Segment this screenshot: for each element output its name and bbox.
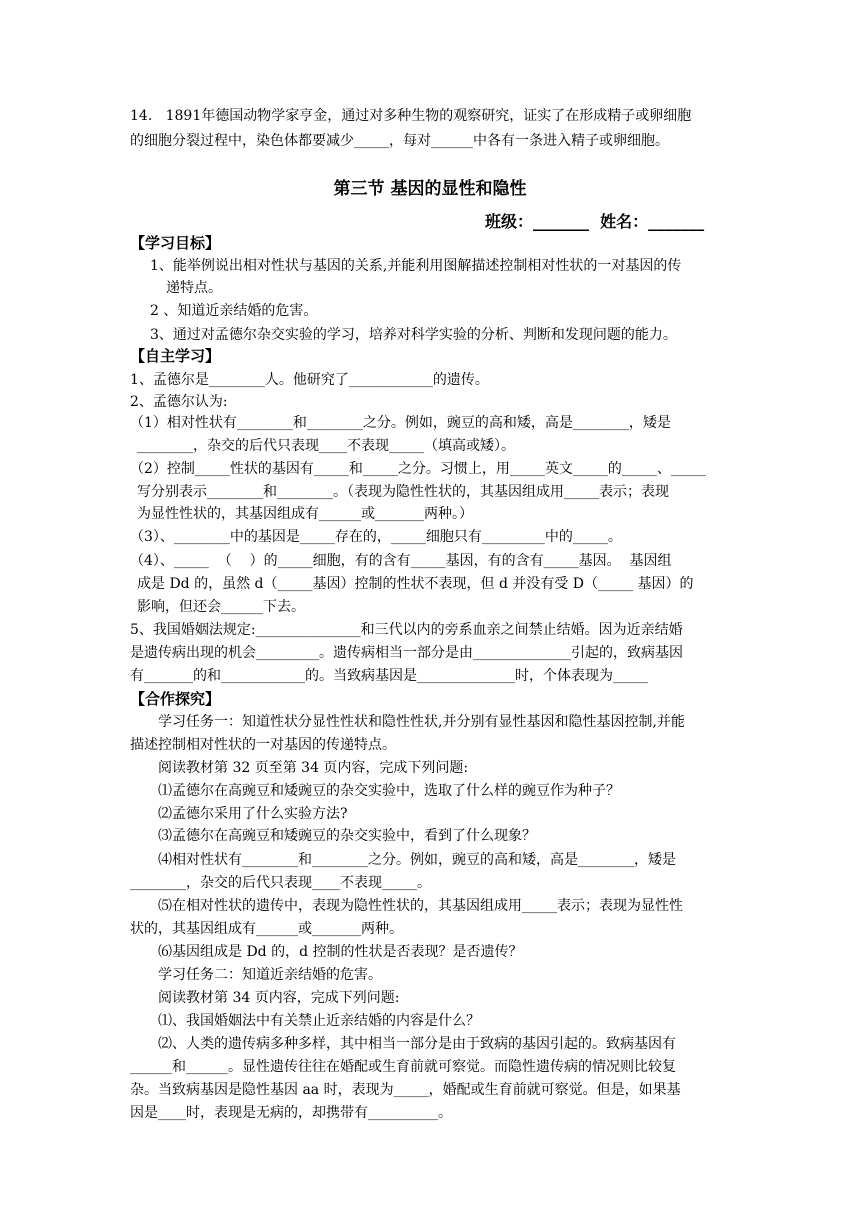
coop-question: ⑴孟德尔在高豌豆和矮豌豆的杂交实验中，选取了什么样的豌豆作为种子？ xyxy=(158,783,620,799)
self-study-line: 影响，但还会______下去。 xyxy=(137,599,305,615)
coop-task1-a: 学习任务一：知道性状分显性性状和隐性性状,并分别有显性基因和隐性基因控制,并能 xyxy=(158,714,685,730)
coop-heading: 【合作探究】 xyxy=(130,690,221,708)
coop-task2: 学习任务二：知道近亲结婚的危害。 xyxy=(158,967,382,983)
self-study-heading: 【自主学习】 xyxy=(130,347,221,365)
coop-question: ________，杂交的后代只表现____不表现_____。 xyxy=(130,875,431,891)
self-study-line: 2、孟德尔认为: xyxy=(130,394,228,410)
coop-question: ______和______。显性遗传往往在婚配或生育前就可察觉。而隐性遗传病的情况则比较复 xyxy=(130,1059,676,1075)
coop-question: ⑷相对性状有________和________之分。例如，豌豆的高和矮，高是________，矮是 xyxy=(158,852,676,868)
coop-task1-b: 描述控制相对性状的一对基因的传递特点。 xyxy=(130,737,396,753)
self-study-line: 1、孟德尔是________人。他研究了____________的遗传。 xyxy=(130,372,489,388)
coop-question: 状的，其基因组成有______或_______两种。 xyxy=(130,921,403,937)
self-study-line: （2）控制_____性状的基因有_____和_____之分。习惯上，用_____英文_____的_____、_____ xyxy=(130,461,706,477)
goals-heading: 【学习目标】 xyxy=(130,234,221,252)
section-title: 第三节 基因的显性和隐性 xyxy=(333,179,527,199)
self-study-line: 写分别表示________和________。（表现为隐性性状的，其基因组成用_____表示；表现 xyxy=(137,484,669,500)
coop-question: ⑵、人类的遗传病多种多样，其中相当一部分是由于致病的基因引起的。致病基因有 xyxy=(158,1036,676,1052)
coop-question: ⑴、我国婚姻法中有关禁止近亲结婚的内容是什么？ xyxy=(158,1013,480,1029)
goal-1a: 1、能举例说出相对性状与基因的关系,并能利用图解描述控制相对性状的一对基因的传 xyxy=(150,258,682,274)
coop-question: ⑸在相对性状的遗传中，表现为隐性性状的，其基因组成用_____表示；表现为显性性 xyxy=(158,898,683,914)
self-study-line: 为显性性状的，其基因组成有______或_______两种。） xyxy=(137,506,473,522)
coop-question: ⑹基因组成是 Dd 的，d 控制的性状是否表现？是否遗传？ xyxy=(158,944,523,960)
goal-2: 2 、知道近亲结婚的危害。 xyxy=(150,303,318,319)
self-study-line: 成是 Dd 的，虽然 d（_____基因）控制的性状不表现，但 d 并没有受 D（_____ 基因）的 xyxy=(137,576,694,592)
q14-line-2: 的细胞分裂过程中，染色体都要减少_____，每对______中各有一条进入精子或卵细胞。 xyxy=(130,133,669,149)
self-study-line: （4）、_____ （ ）的_____细胞，有的含有_____基因，有的含有_____基因。 基因组 xyxy=(130,553,672,569)
coop-question: 因是____时，表现是无病的，却携带有__________。 xyxy=(130,1105,452,1121)
self-study-line: 有_______的和____________的。当致病基因是______________时，个体表现为_____ xyxy=(130,668,648,684)
coop-read-1: 阅读教材第 32 页至第 34 页内容，完成下列问题: xyxy=(158,760,469,776)
self-study-line: （3）、________中的基因是_____存在的，_____细胞只有_________中的_____。 xyxy=(130,529,622,545)
self-study-line: （1）相对性状有________和________之分。例如，豌豆的高和矮，高是________，矮是 xyxy=(130,415,671,431)
goal-1b: 递特点。 xyxy=(166,280,222,296)
coop-question: ⑵孟德尔采用了什么实验方法? xyxy=(158,806,348,822)
self-study-line: 5、我国婚姻法规定:_______________和三代以内的旁系血亲之间禁止结婚。因为近亲结婚 xyxy=(130,622,683,638)
coop-question: 杂。当致病基因是隐性基因 aa 时，表现为_____，婚配或生育前就可察觉。但是，如果基 xyxy=(130,1082,681,1098)
coop-read-2: 阅读教材第 34 页内容，完成下列问题: xyxy=(158,990,400,1006)
self-study-line: ________，杂交的后代只表现____不表现_____（填高或矮）。 xyxy=(137,438,515,454)
q14-line-1: 14. 1891年德国动物学家亨金，通过对多种生物的观察研究，证实了在形成精子或卵细胞 xyxy=(130,108,692,124)
coop-question: ⑶孟德尔在高豌豆和矮豌豆的杂交实验中，看到了什么现象？ xyxy=(158,828,536,844)
self-study-line: 是遗传病出现的机会_________。遗传病相当一部分是由______________引起的，致病基因 xyxy=(130,645,683,661)
class-name-line: 班级：_______ 姓名：_______ xyxy=(485,212,705,231)
goal-3: 3、通过对孟德尔杂交实验的学习，培养对科学实验的分析、判断和发现问题的能力。 xyxy=(150,327,677,343)
